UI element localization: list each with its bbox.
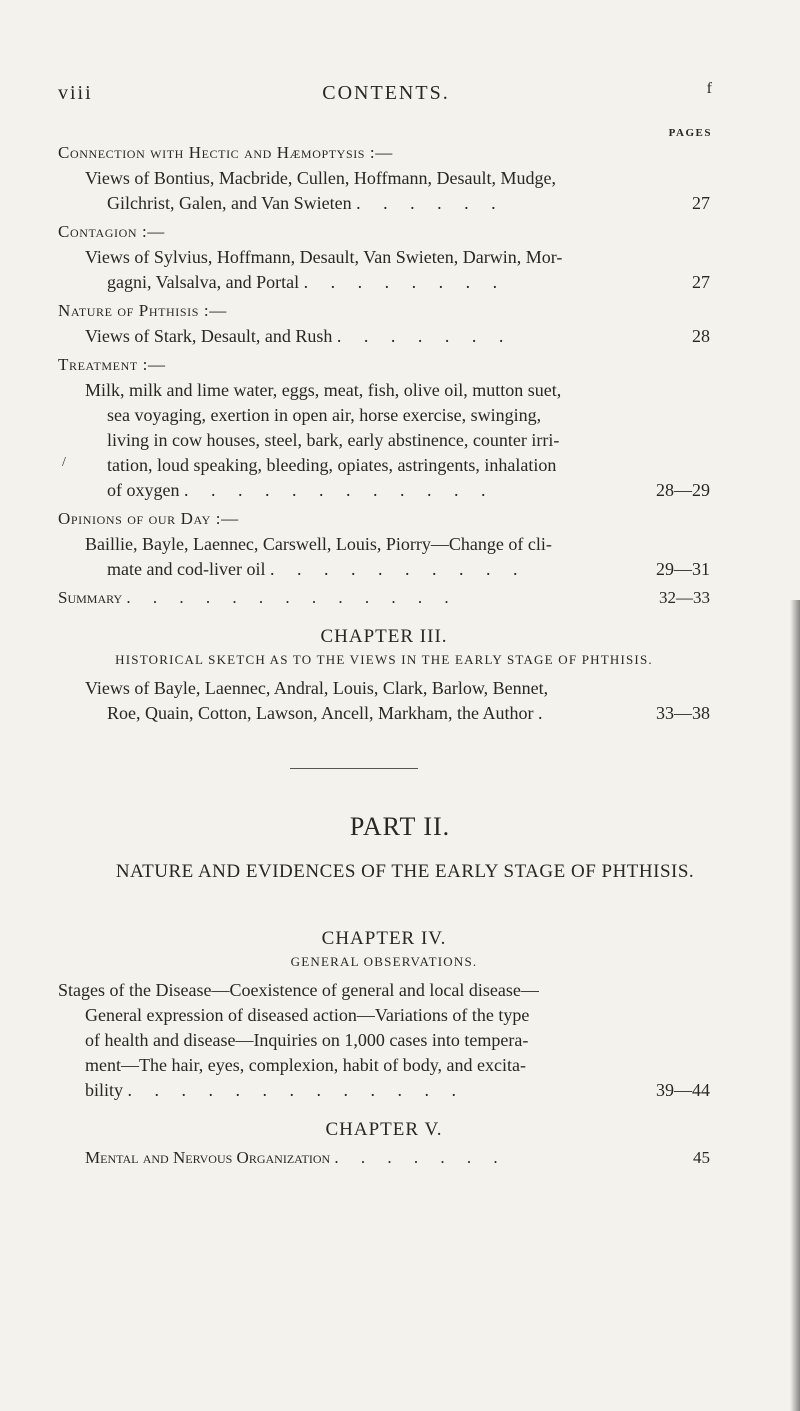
- entry-line: tation, loud speaking, bleeding, opiates, astringents, inhalation: [107, 455, 557, 475]
- entry-line: Views of Bayle, Laennec, Andral, Louis, Clark, Barlow, Bennet,: [85, 678, 549, 698]
- chapter-4-title: CHAPTER IV.: [321, 928, 447, 949]
- running-head: [58, 82, 714, 106]
- leader-dots: . . . . . . . . . . . . .: [127, 1080, 466, 1100]
- entry-heading: Nature of Phthisis :—: [58, 301, 227, 320]
- leader-dots: . . . . . . .: [334, 1148, 507, 1167]
- part-2-title: PART II.: [349, 812, 451, 841]
- margin-mark: /: [62, 455, 66, 470]
- leader-dots: . . . . . . .: [336, 326, 513, 346]
- contents-entry: [58, 298, 710, 349]
- contents-entries: [58, 140, 710, 726]
- leader-dots: . . . . . . . . . . . . .: [126, 588, 458, 607]
- entry-heading: Contagion :—: [58, 222, 165, 241]
- leader-text: Mental and Nervous Organization: [85, 1148, 331, 1167]
- chapter-3-subtitle: HISTORICAL SKETCH AS TO THE VIEWS IN THE EARLY STAGE OF PHTHISIS.: [115, 652, 653, 667]
- leader-dots: . . . . . . . . . . . .: [183, 480, 495, 500]
- page-reference: 27: [692, 272, 710, 292]
- entry-line: Stages of the Disease—Coexistence of general and local disease—: [58, 980, 539, 1000]
- leader-dots: .: [537, 703, 552, 723]
- chapter-5-title: CHAPTER V.: [325, 1119, 443, 1140]
- leader-dots: . . . . . . . . . .: [269, 559, 527, 579]
- part-2-contents: [58, 928, 710, 1170]
- page-edge-shadow: [790, 600, 800, 1411]
- entry-leader-line: [58, 557, 710, 582]
- entry-leader-line: [58, 324, 710, 349]
- chapter-5-entry: [58, 1145, 710, 1170]
- entry-heading: Treatment :—: [58, 355, 166, 374]
- running-title: CONTENTS.: [322, 82, 450, 104]
- page-reference: 29—31: [656, 559, 710, 579]
- entry-leader-line: [58, 270, 710, 295]
- leader-text: Views of Stark, Desault, and Rush: [85, 326, 333, 346]
- section-divider: [290, 768, 418, 769]
- contents-entry: [58, 140, 710, 216]
- page-reference: 39—44: [656, 1080, 710, 1100]
- entry-heading: Connection with Hectic and Hæmoptysis :—: [58, 143, 393, 162]
- entry-line: General expression of diseased action—Variations of the type: [85, 1005, 530, 1025]
- entry-leader-line: [58, 191, 710, 216]
- summary-text: Summary: [58, 588, 123, 607]
- page-reference: 28—29: [656, 480, 710, 500]
- page-reference: 32—33: [659, 588, 710, 607]
- page-reference: 28: [692, 326, 710, 346]
- entry-leader-line: [58, 701, 710, 726]
- contents-entry: [58, 352, 710, 503]
- leader-text: bility: [85, 1080, 124, 1100]
- page-reference: 33—38: [656, 703, 710, 723]
- entry-line: of health and disease—Inquiries on 1,000 cases into tempera-: [85, 1030, 529, 1050]
- leader-text: mate and cod-liver oil: [107, 559, 266, 579]
- entry-line: Views of Sylvius, Hoffmann, Desault, Van Swieten, Darwin, Mor-: [85, 247, 563, 267]
- entry-leader-line: [58, 1078, 710, 1103]
- part-2-subtitle: NATURE AND EVIDENCES OF THE EARLY STAGE OF PHTHISIS.: [115, 861, 695, 882]
- entry-line: Milk, milk and lime water, eggs, meat, fish, olive oil, mutton suet,: [85, 380, 562, 400]
- entry-line: ment—The hair, eyes, complexion, habit of body, and excita-: [85, 1055, 526, 1075]
- leader-dots: . . . . . . . .: [303, 272, 507, 292]
- contents-entry: [58, 506, 710, 582]
- leader-dots: . . . . . .: [356, 193, 505, 213]
- pages-column-label: PAGES: [668, 127, 712, 139]
- corner-mark: f: [706, 80, 714, 97]
- leader-text: gagni, Valsalva, and Portal: [107, 272, 300, 292]
- entry-line: Baillie, Bayle, Laennec, Carswell, Louis, Piorry—Change of cli-: [85, 534, 552, 554]
- summary-entry: [58, 585, 710, 610]
- chapter-3-title: CHAPTER III.: [320, 626, 448, 647]
- page-reference: 27: [692, 193, 710, 213]
- entry-line: sea voyaging, exertion in open air, horse exercise, swinging,: [107, 405, 542, 425]
- entry-heading: Opinions of our Day :—: [58, 509, 239, 528]
- page-reference: 45: [693, 1148, 710, 1167]
- page-number: viii: [58, 82, 93, 104]
- leader-text: of oxygen: [107, 480, 180, 500]
- chapter-4-subtitle: GENERAL OBSERVATIONS.: [290, 954, 478, 969]
- contents-entry: [58, 219, 710, 295]
- leader-text: Roe, Quain, Cotton, Lawson, Ancell, Markham, the Author: [107, 703, 534, 723]
- entry-line: living in cow houses, steel, bark, early abstinence, counter irri-: [107, 430, 560, 450]
- leader-text: Gilchrist, Galen, and Van Swieten: [107, 193, 352, 213]
- entry-line: Views of Bontius, Macbride, Cullen, Hoffmann, Desault, Mudge,: [85, 168, 557, 188]
- entry-leader-line: [58, 478, 710, 503]
